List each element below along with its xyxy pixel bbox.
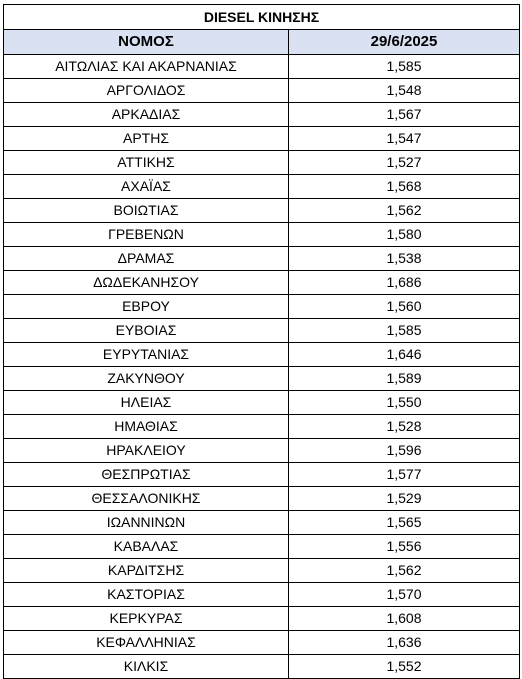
price-cell[interactable]: 1,577 xyxy=(289,463,520,487)
price-cell[interactable]: 1,562 xyxy=(289,559,520,583)
price-cell[interactable]: 1,562 xyxy=(289,199,520,223)
price-cell[interactable]: 1,580 xyxy=(289,223,520,247)
prefecture-cell[interactable]: ΘΕΣΣΑΛΟΝΙΚΗΣ xyxy=(4,487,289,511)
prefecture-cell[interactable]: ΚΙΛΚΙΣ xyxy=(4,655,289,679)
prefecture-cell[interactable]: ΕΥΒΟΙΑΣ xyxy=(4,319,289,343)
table-row xyxy=(4,607,520,631)
prefecture-cell[interactable]: ΖΑΚΥΝΘΟΥ xyxy=(4,367,289,391)
prefecture-cell[interactable]: ΗΡΑΚΛΕΙΟΥ xyxy=(4,439,289,463)
table-row xyxy=(4,415,520,439)
prefecture-cell[interactable]: ΑΤΤΙΚΗΣ xyxy=(4,151,289,175)
table-row xyxy=(4,175,520,199)
table-row xyxy=(4,127,520,151)
prefecture-cell[interactable]: ΗΜΑΘΙΑΣ xyxy=(4,415,289,439)
price-cell[interactable]: 1,547 xyxy=(289,127,520,151)
table-row xyxy=(4,79,520,103)
price-cell[interactable]: 1,565 xyxy=(289,511,520,535)
table-row xyxy=(4,391,520,415)
table-row xyxy=(4,55,520,79)
price-cell[interactable]: 1,570 xyxy=(289,583,520,607)
prefecture-cell[interactable]: ΕΒΡΟΥ xyxy=(4,295,289,319)
column-header-date[interactable]: 29/6/2025 xyxy=(289,30,520,55)
price-cell[interactable]: 1,552 xyxy=(289,655,520,679)
table-row xyxy=(4,295,520,319)
table-row xyxy=(4,247,520,271)
prefecture-cell[interactable]: ΑΧΑΪΑΣ xyxy=(4,175,289,199)
prefecture-cell[interactable]: ΚΑΡΔΙΤΣΗΣ xyxy=(4,559,289,583)
table-row xyxy=(4,655,520,679)
price-cell[interactable]: 1,548 xyxy=(289,79,520,103)
prefecture-cell[interactable]: ΑΡΚΑΔΙΑΣ xyxy=(4,103,289,127)
table-row xyxy=(4,151,520,175)
table-row xyxy=(4,343,520,367)
prefecture-cell[interactable]: ΚΑΒΑΛΑΣ xyxy=(4,535,289,559)
table-row xyxy=(4,223,520,247)
prefecture-cell[interactable]: ΑΡΓΟΛΙΔΟΣ xyxy=(4,79,289,103)
price-cell[interactable]: 1,585 xyxy=(289,319,520,343)
table-row xyxy=(4,271,520,295)
table-row xyxy=(4,199,520,223)
table-row xyxy=(4,631,520,655)
table-title: DIESEL ΚΙΝΗΣΗΣ xyxy=(4,5,520,30)
price-cell[interactable]: 1,608 xyxy=(289,607,520,631)
price-cell[interactable]: 1,596 xyxy=(289,439,520,463)
prefecture-cell[interactable]: ΔΡΑΜΑΣ xyxy=(4,247,289,271)
price-cell[interactable]: 1,636 xyxy=(289,631,520,655)
table-row xyxy=(4,583,520,607)
table-row xyxy=(4,319,520,343)
table-row xyxy=(4,511,520,535)
table-body xyxy=(4,55,520,679)
column-header-row xyxy=(4,30,520,55)
price-cell[interactable]: 1,686 xyxy=(289,271,520,295)
prefecture-cell[interactable]: ΕΥΡΥΤΑΝΙΑΣ xyxy=(4,343,289,367)
prefecture-cell[interactable]: ΗΛΕΙΑΣ xyxy=(4,391,289,415)
prefecture-cell[interactable]: ΔΩΔΕΚΑΝΗΣΟΥ xyxy=(4,271,289,295)
table-row xyxy=(4,463,520,487)
prefecture-cell[interactable]: ΘΕΣΠΡΩΤΙΑΣ xyxy=(4,463,289,487)
table-row xyxy=(4,535,520,559)
spreadsheet-area xyxy=(3,4,519,679)
table-row xyxy=(4,487,520,511)
price-cell[interactable]: 1,528 xyxy=(289,415,520,439)
price-cell[interactable]: 1,567 xyxy=(289,103,520,127)
price-cell[interactable]: 1,538 xyxy=(289,247,520,271)
diesel-price-table xyxy=(3,4,520,679)
prefecture-cell[interactable]: ΚΕΦΑΛΛΗΝΙΑΣ xyxy=(4,631,289,655)
prefecture-cell[interactable]: ΑΡΤΗΣ xyxy=(4,127,289,151)
table-row xyxy=(4,559,520,583)
prefecture-cell[interactable]: ΚΕΡΚΥΡΑΣ xyxy=(4,607,289,631)
price-cell[interactable]: 1,529 xyxy=(289,487,520,511)
price-cell[interactable]: 1,646 xyxy=(289,343,520,367)
price-cell[interactable]: 1,556 xyxy=(289,535,520,559)
price-cell[interactable]: 1,589 xyxy=(289,367,520,391)
price-cell[interactable]: 1,568 xyxy=(289,175,520,199)
prefecture-cell[interactable]: ΚΑΣΤΟΡΙΑΣ xyxy=(4,583,289,607)
price-cell[interactable]: 1,560 xyxy=(289,295,520,319)
table-title-row xyxy=(4,5,520,30)
price-cell[interactable]: 1,585 xyxy=(289,55,520,79)
price-cell[interactable]: 1,550 xyxy=(289,391,520,415)
prefecture-cell[interactable]: ΓΡΕΒΕΝΩΝ xyxy=(4,223,289,247)
table-row xyxy=(4,439,520,463)
price-cell[interactable]: 1,527 xyxy=(289,151,520,175)
table-row xyxy=(4,367,520,391)
prefecture-cell[interactable]: ΑΙΤΩΛΙΑΣ ΚΑΙ ΑΚΑΡΝΑΝΙΑΣ xyxy=(4,55,289,79)
column-header-prefecture[interactable]: ΝΟΜΟΣ xyxy=(4,30,289,55)
prefecture-cell[interactable]: ΒΟΙΩΤΙΑΣ xyxy=(4,199,289,223)
prefecture-cell[interactable]: ΙΩΑΝΝΙΝΩΝ xyxy=(4,511,289,535)
table-row xyxy=(4,103,520,127)
